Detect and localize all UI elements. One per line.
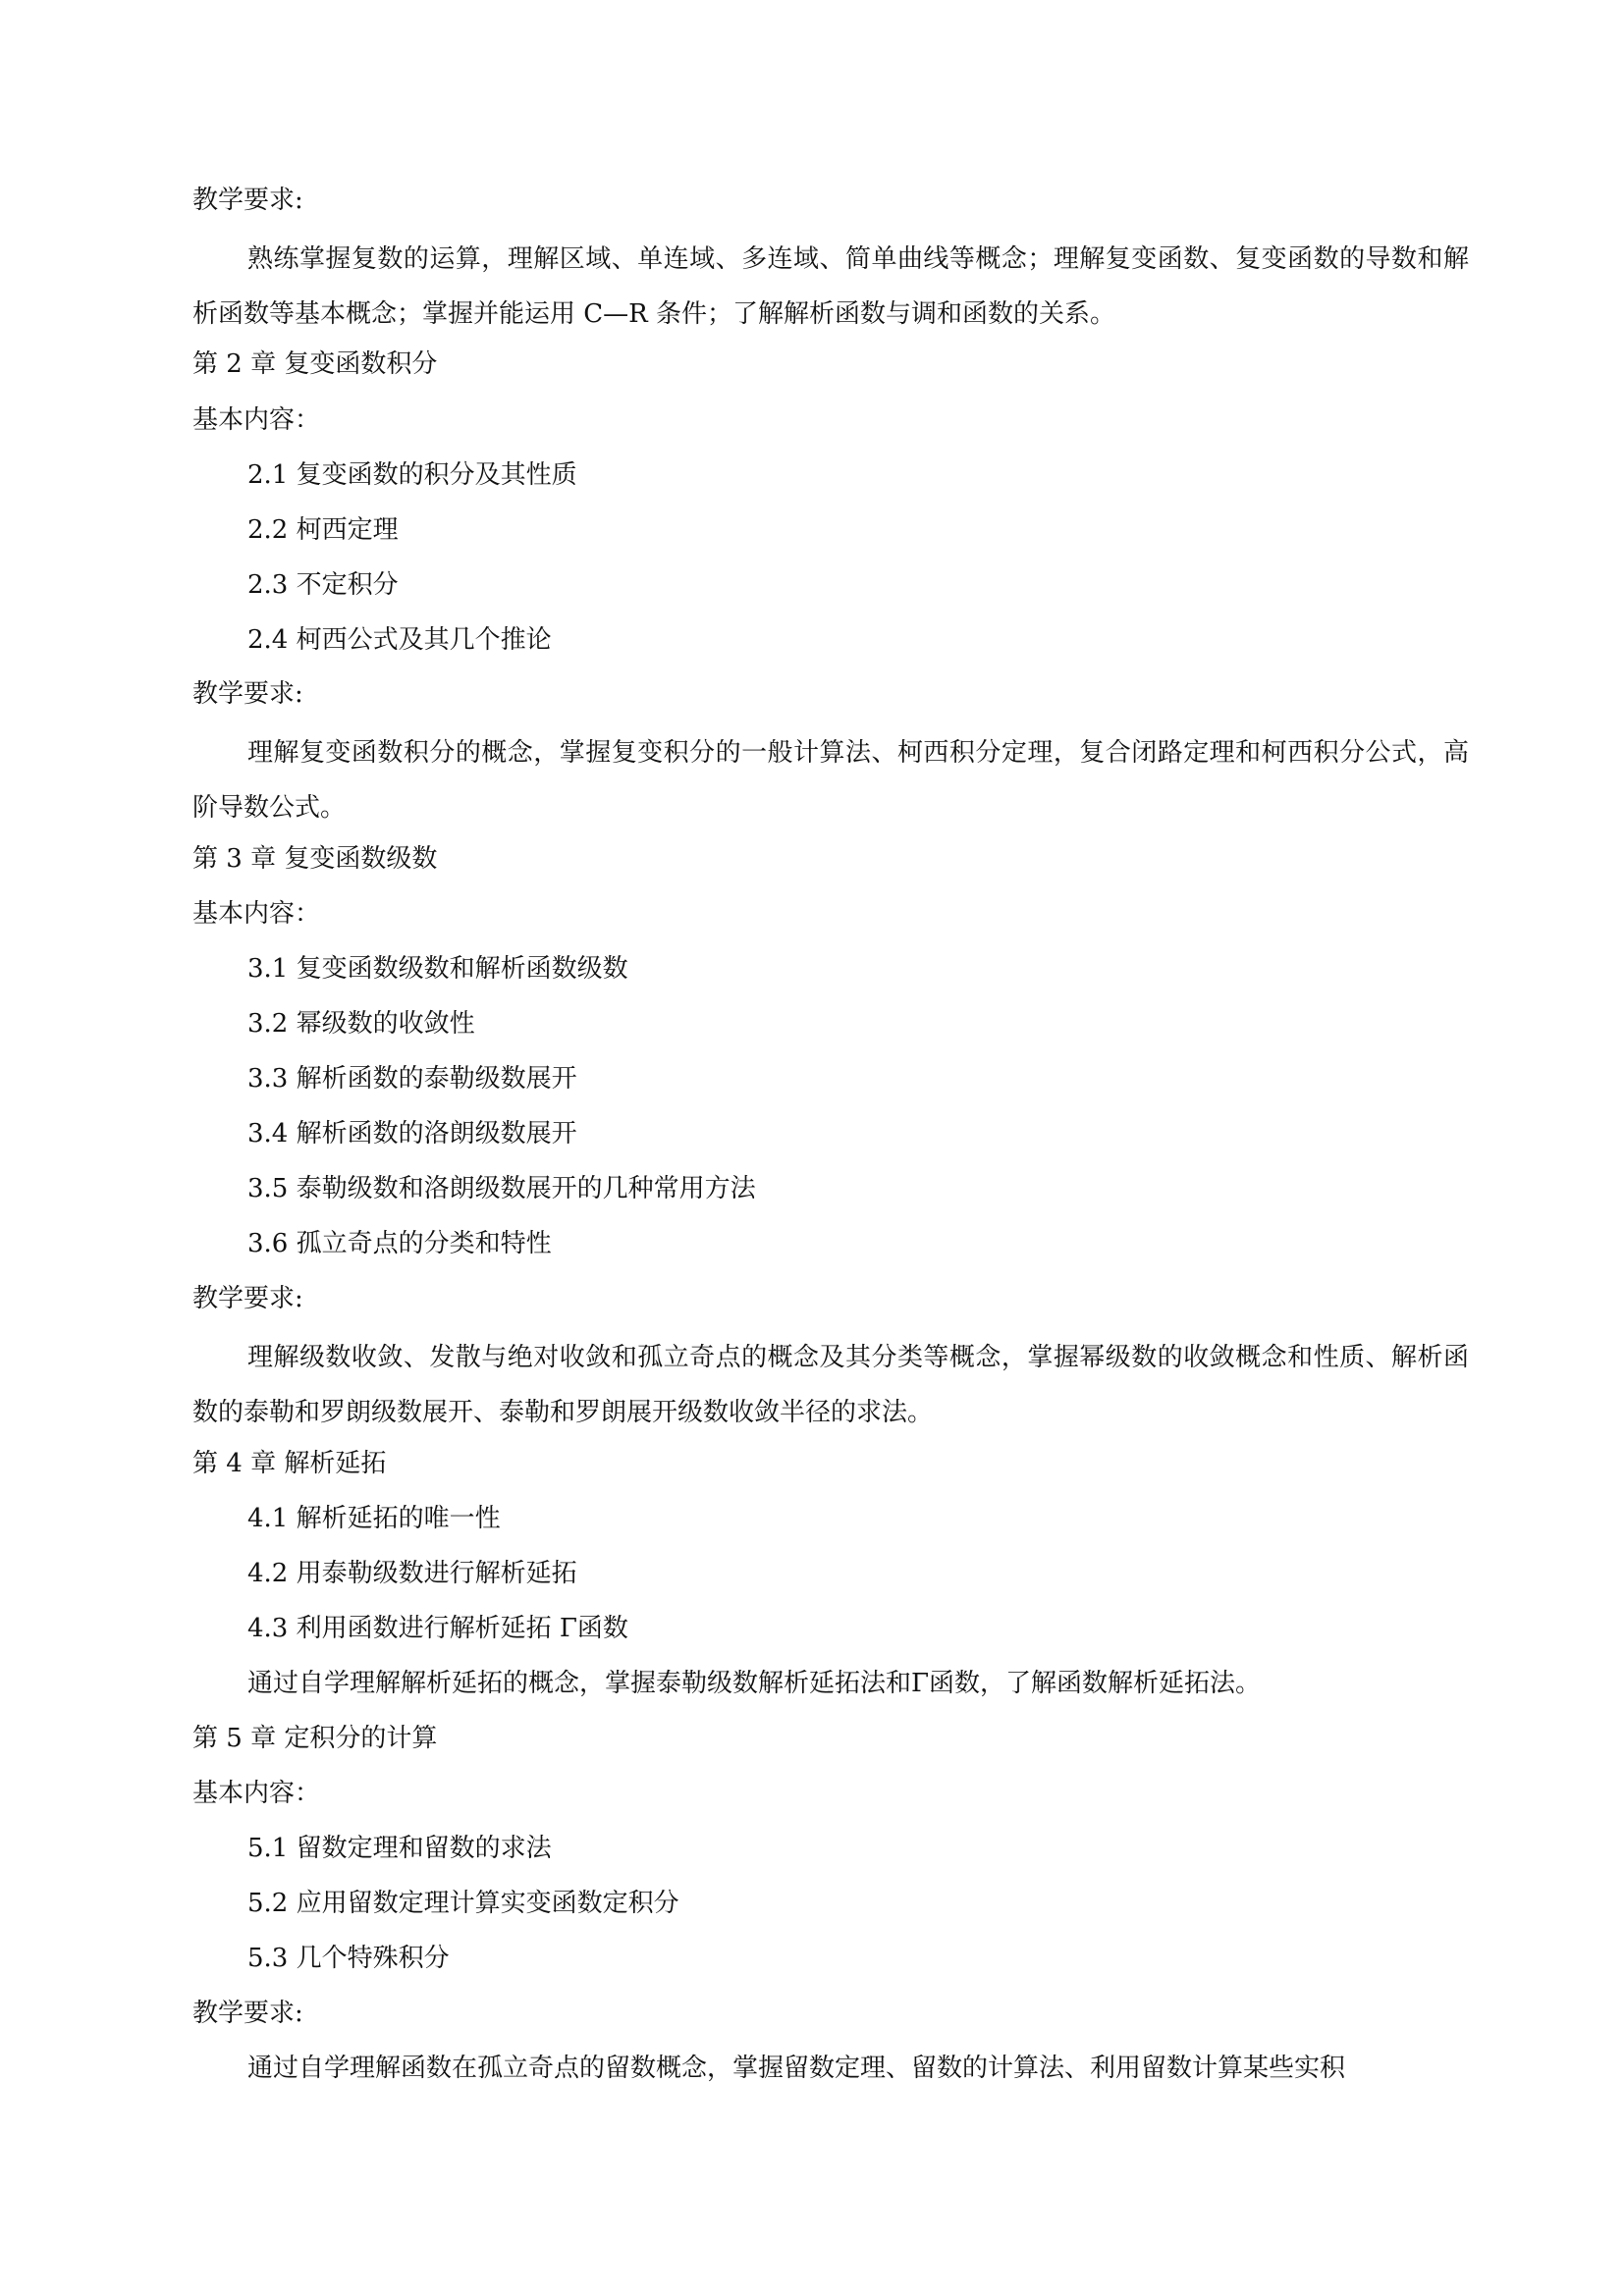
paragraph-teaching-requirements-ch5: 通过自学理解函数在孤立奇点的留数概念，掌握留数定理、留数的计算法、利用留数计算某些实积 — [247, 2054, 1346, 2083]
paragraph-teaching-requirements-ch1: 熟练掌握复数的运算，理解区域、单连域、多连域、简单曲线等概念；理解复变函数、复变函数的导数和解析函数等基本概念；掌握并能运用 C—R 条件；了解解析函数与调和函数的关系。 — [192, 244, 1469, 329]
chapter-2-heading: 第 2 章 复变函数积分 — [192, 349, 438, 379]
list-item: 3.5 泰勒级数和洛朗级数展开的几种常用方法 — [247, 1174, 756, 1203]
basic-content-label: 基本内容： — [192, 899, 321, 929]
list-item: 3.3 解析函数的泰勒级数展开 — [247, 1064, 577, 1094]
list-item: 3.6 孤立奇点的分类和特性 — [247, 1229, 552, 1258]
list-item: 4.2 用泰勒级数进行解析延拓 — [247, 1559, 577, 1588]
paragraph-teaching-requirements-ch3: 理解级数收敛、发散与绝对收敛和孤立奇点的概念及其分类等概念，掌握幂级数的收敛概念和性质、解析函数的泰勒和罗朗级数展开、泰勒和罗朗展开级数收敛半径的求法。 — [192, 1343, 1469, 1427]
list-item: 5.3 几个特殊积分 — [247, 1944, 450, 1973]
list-item: 3.2 幂级数的收敛性 — [247, 1009, 475, 1039]
teaching-requirements-label: 教学要求: — [192, 1999, 303, 2028]
chapter-3-heading: 第 3 章 复变函数级数 — [192, 844, 438, 874]
teaching-requirements-label: 教学要求: — [192, 679, 303, 709]
chapter-4-heading: 第 4 章 解析延拓 — [192, 1449, 387, 1478]
list-item: 2.2 柯西定理 — [247, 515, 399, 545]
basic-content-label: 基本内容： — [192, 1779, 321, 1808]
list-item: 5.2 应用留数定理计算实变函数定积分 — [247, 1889, 679, 1918]
basic-content-label: 基本内容： — [192, 405, 321, 435]
list-item: 3.4 解析函数的洛朗级数展开 — [247, 1119, 577, 1148]
list-item: 2.1 复变函数的积分及其性质 — [247, 460, 577, 490]
list-item: 2.3 不定积分 — [247, 570, 399, 600]
list-item: 4.3 利用函数进行解析延拓 Γ函数 — [247, 1614, 628, 1643]
paragraph-chapter-4-summary: 通过自学理解解析延拓的概念，掌握泰勒级数解析延拓法和Γ函数，了解函数解析延拓法。 — [247, 1669, 1262, 1698]
list-item: 4.1 解析延拓的唯一性 — [247, 1504, 501, 1533]
list-item: 5.1 留数定理和留数的求法 — [247, 1834, 552, 1863]
paragraph-teaching-requirements-ch2: 理解复变函数积分的概念，掌握复变积分的一般计算法、柯西积分定理，复合闭路定理和柯西积分公式，高阶导数公式。 — [192, 738, 1469, 823]
list-item: 2.4 柯西公式及其几个推论 — [247, 625, 552, 655]
list-item: 3.1 复变函数级数和解析函数级数 — [247, 954, 628, 984]
chapter-5-heading: 第 5 章 定积分的计算 — [192, 1724, 438, 1753]
teaching-requirements-label: 教学要求: — [192, 1284, 303, 1313]
teaching-requirements-label: 教学要求: — [192, 186, 303, 215]
